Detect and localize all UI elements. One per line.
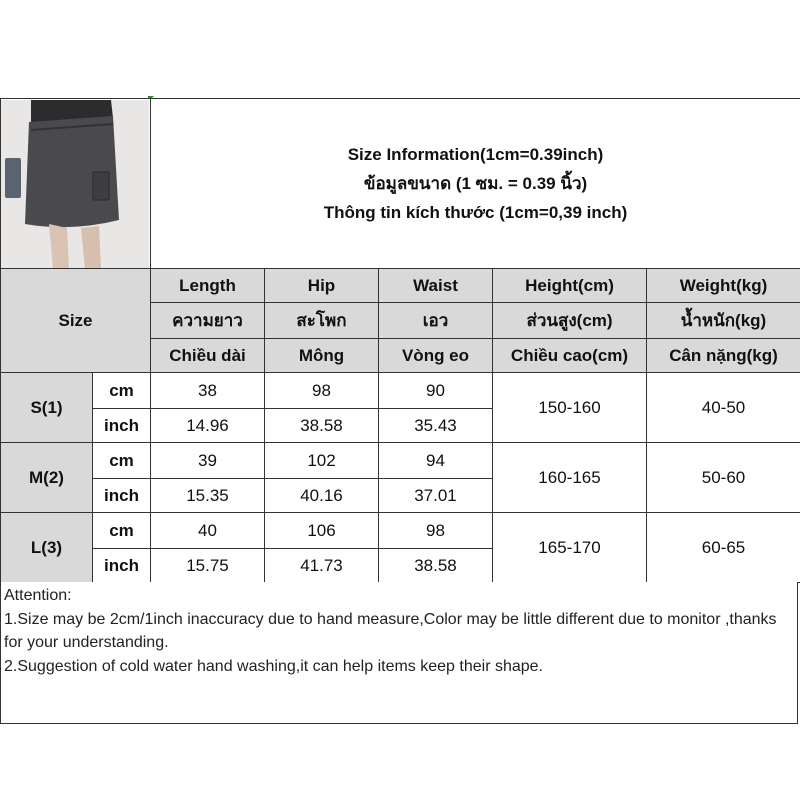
notes-line: 2.Suggestion of cold water hand washing,it can help items keep their shape.: [4, 657, 543, 675]
weight-range: 60-65: [647, 513, 800, 583]
col-header-vi: Mông: [265, 339, 379, 373]
table-cell: 37.01: [379, 479, 493, 513]
table-cell: 106: [265, 513, 379, 549]
col-header-th: น้ำหนัก(kg): [647, 303, 800, 339]
col-header-vi: Chiều dài: [151, 339, 265, 373]
height-range: 160-165: [493, 443, 647, 513]
header-line-vi: Thông tin kích thước (1cm=0,39 inch): [323, 203, 628, 222]
table-row: [1, 513, 800, 549]
col-header-th: ความยาว: [151, 303, 265, 339]
size-information-header: [151, 99, 800, 269]
table-cell: 38: [151, 373, 265, 409]
product-photo-cell: [1, 99, 151, 269]
unit-label: inch: [93, 479, 151, 513]
table-cell: 14.96: [151, 409, 265, 443]
col-header-th: ส่วนสูง(cm): [493, 303, 647, 339]
unit-label: cm: [93, 443, 151, 479]
notes-line: 1.Size may be 2cm/1inch inaccuracy due to hand measure,Color may be little different due to monitor ,thanks for your understanding.: [4, 610, 777, 651]
table-cell: 39: [151, 443, 265, 479]
table-cell: 15.35: [151, 479, 265, 513]
unit-label: inch: [93, 409, 151, 443]
table-cell: 38.58: [379, 549, 493, 583]
col-header-en: Height(cm): [493, 269, 647, 303]
table-cell: 15.75: [151, 549, 265, 583]
col-header-en: Weight(kg): [647, 269, 800, 303]
notes-title: Attention:: [4, 587, 72, 604]
table-cell: 102: [265, 443, 379, 479]
header-line-en: Size Information(1cm=0.39inch): [347, 145, 604, 164]
product-photo: [1, 100, 149, 268]
unit-label: cm: [93, 513, 151, 549]
table-cell: 94: [379, 443, 493, 479]
unit-label: inch: [93, 549, 151, 583]
header-line-th: ข้อมูลขนาด (1 ซม. = 0.39 นิ้ว): [363, 174, 588, 193]
size-name: S(1): [1, 373, 93, 443]
size-name: L(3): [1, 513, 93, 583]
col-header-th: สะโพก: [265, 303, 379, 339]
size-label: Size: [1, 269, 151, 373]
table-cell: 41.73: [265, 549, 379, 583]
col-header-th: เอว: [379, 303, 493, 339]
table-cell: 40: [151, 513, 265, 549]
col-header-vi: Cân nặng(kg): [647, 339, 800, 373]
table-cell: 38.58: [265, 409, 379, 443]
col-header-en: Hip: [265, 269, 379, 303]
table-cell: 90: [379, 373, 493, 409]
attention-notes: [0, 582, 798, 724]
weight-range: 50-60: [647, 443, 800, 513]
table-row: [1, 443, 800, 479]
height-range: 150-160: [493, 373, 647, 443]
col-header-vi: Chiều cao(cm): [493, 339, 647, 373]
col-header-vi: Vòng eo: [379, 339, 493, 373]
unit-label: cm: [93, 373, 151, 409]
col-header-en: Length: [151, 269, 265, 303]
size-name: M(2): [1, 443, 93, 513]
table-cell: 35.43: [379, 409, 493, 443]
size-table: [0, 98, 800, 583]
weight-range: 40-50: [647, 373, 800, 443]
size-chart: [0, 98, 800, 725]
table-cell: 98: [379, 513, 493, 549]
height-range: 165-170: [493, 513, 647, 583]
table-cell: 98: [265, 373, 379, 409]
table-cell: 40.16: [265, 479, 379, 513]
table-row: [1, 373, 800, 409]
col-header-en: Waist: [379, 269, 493, 303]
